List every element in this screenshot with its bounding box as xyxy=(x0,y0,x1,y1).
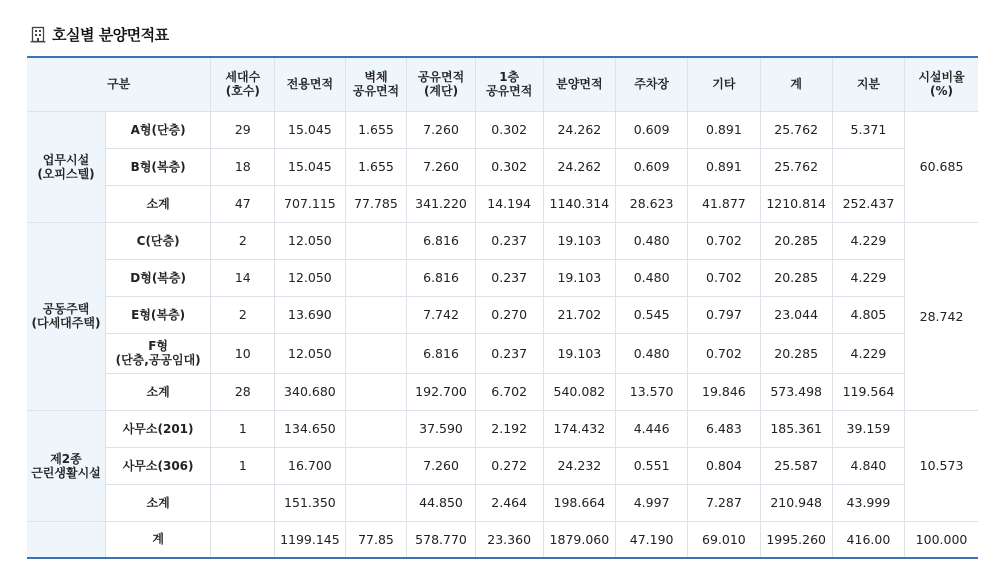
group-housing: 공동주택 (다세대주택) xyxy=(27,222,105,410)
cell: 16.700 xyxy=(275,447,345,484)
cell xyxy=(345,373,407,410)
cell: 4.840 xyxy=(832,447,904,484)
cell: 6.702 xyxy=(475,373,543,410)
cell: 0.891 xyxy=(688,111,760,148)
table-row xyxy=(27,259,978,296)
cell: 252.437 xyxy=(832,185,904,222)
col-header-share: 지분 xyxy=(832,57,904,111)
cell: 0.480 xyxy=(616,222,688,259)
table-row xyxy=(27,447,978,484)
cell: 28.623 xyxy=(616,185,688,222)
col-header-other: 기타 xyxy=(688,57,760,111)
row-label: 소계 xyxy=(105,185,210,222)
cell: 19.103 xyxy=(543,259,615,296)
cell: 151.350 xyxy=(275,484,345,521)
row-label: 사무소(306) xyxy=(105,447,210,484)
cell: 7.260 xyxy=(407,148,475,185)
col-header-stair-shared: 공유면적 (계단) xyxy=(407,57,475,111)
row-label: F형 (단층,공공임대) xyxy=(105,333,210,373)
cell xyxy=(345,447,407,484)
cell: 2.464 xyxy=(475,484,543,521)
table-row xyxy=(27,111,978,148)
cell: 14.194 xyxy=(475,185,543,222)
cell xyxy=(345,259,407,296)
row-label: B형(복층) xyxy=(105,148,210,185)
cell: 185.361 xyxy=(760,410,832,447)
cell: 0.797 xyxy=(688,296,760,333)
facility-ratio-total: 100.000 xyxy=(905,521,978,558)
cell-units: 1 xyxy=(211,447,275,484)
col-header-exclusive-area: 전용면적 xyxy=(275,57,345,111)
group-neighborhood: 제2종 근린생활시설 xyxy=(27,410,105,521)
cell: 13.690 xyxy=(275,296,345,333)
cell-units: 10 xyxy=(211,333,275,373)
cell: 24.262 xyxy=(543,111,615,148)
cell: 4.446 xyxy=(616,410,688,447)
cell: 0.480 xyxy=(616,259,688,296)
cell: 0.551 xyxy=(616,447,688,484)
cell: 0.702 xyxy=(688,259,760,296)
cell: 707.115 xyxy=(275,185,345,222)
cell: 4.229 xyxy=(832,222,904,259)
table-row xyxy=(27,296,978,333)
cell: 2.192 xyxy=(475,410,543,447)
cell: 6.816 xyxy=(407,259,475,296)
cell: 6.483 xyxy=(688,410,760,447)
cell: 15.045 xyxy=(275,148,345,185)
cell: 25.762 xyxy=(760,148,832,185)
col-header-ground-shared: 1층 공유면적 xyxy=(475,57,543,111)
cell xyxy=(345,484,407,521)
cell: 1.655 xyxy=(345,111,407,148)
total-row xyxy=(27,521,978,558)
cell-units: 28 xyxy=(211,373,275,410)
cell: 0.609 xyxy=(616,148,688,185)
col-header-parking: 주차장 xyxy=(616,57,688,111)
table-row xyxy=(27,222,978,259)
table-row xyxy=(27,410,978,447)
cell: 0.237 xyxy=(475,222,543,259)
facility-ratio-neighborhood: 10.573 xyxy=(905,410,978,521)
row-label: D형(복층) xyxy=(105,259,210,296)
cell: 416.00 xyxy=(832,521,904,558)
cell: 0.302 xyxy=(475,148,543,185)
cell: 5.371 xyxy=(832,111,904,148)
facility-ratio-office: 60.685 xyxy=(905,111,978,222)
cell: 0.804 xyxy=(688,447,760,484)
cell: 7.260 xyxy=(407,111,475,148)
cell: 4.805 xyxy=(832,296,904,333)
cell: 198.664 xyxy=(543,484,615,521)
cell: 24.232 xyxy=(543,447,615,484)
table-row xyxy=(27,185,978,222)
cell: 540.082 xyxy=(543,373,615,410)
row-label: E형(복층) xyxy=(105,296,210,333)
cell: 192.700 xyxy=(407,373,475,410)
cell: 15.045 xyxy=(275,111,345,148)
cell: 13.570 xyxy=(616,373,688,410)
area-table xyxy=(27,56,978,559)
facility-ratio-housing: 28.742 xyxy=(905,222,978,410)
row-label: 사무소(201) xyxy=(105,410,210,447)
cell: 340.680 xyxy=(275,373,345,410)
cell: 119.564 xyxy=(832,373,904,410)
cell: 6.816 xyxy=(407,333,475,373)
cell: 210.948 xyxy=(760,484,832,521)
cell: 7.742 xyxy=(407,296,475,333)
row-label: C(단층) xyxy=(105,222,210,259)
cell: 7.287 xyxy=(688,484,760,521)
cell: 1879.060 xyxy=(543,521,615,558)
cell: 47.190 xyxy=(616,521,688,558)
group-office: 업무시설 (오피스텔) xyxy=(27,111,105,222)
cell: 37.590 xyxy=(407,410,475,447)
row-label: 소계 xyxy=(105,484,210,521)
cell-units: 2 xyxy=(211,296,275,333)
table-row xyxy=(27,373,978,410)
col-header-units: 세대수 (호수) xyxy=(211,57,275,111)
cell: 43.999 xyxy=(832,484,904,521)
col-header-facility-ratio: 시설비율 (%) xyxy=(905,57,978,111)
cell: 4.997 xyxy=(616,484,688,521)
cell-units xyxy=(211,521,275,558)
cell-units: 1 xyxy=(211,410,275,447)
cell: 44.850 xyxy=(407,484,475,521)
col-header-category: 구분 xyxy=(27,57,211,111)
cell: 573.498 xyxy=(760,373,832,410)
cell: 0.237 xyxy=(475,333,543,373)
cell xyxy=(345,222,407,259)
row-label: A형(단층) xyxy=(105,111,210,148)
table-row xyxy=(27,484,978,521)
cell: 578.770 xyxy=(407,521,475,558)
cell: 0.609 xyxy=(616,111,688,148)
cell: 1199.145 xyxy=(275,521,345,558)
cell: 6.816 xyxy=(407,222,475,259)
cell: 20.285 xyxy=(760,333,832,373)
table-row xyxy=(27,333,978,373)
cell: 19.846 xyxy=(688,373,760,410)
col-header-wall-shared: 벽체 공유면적 xyxy=(345,57,407,111)
cell: 4.229 xyxy=(832,333,904,373)
cell: 1140.314 xyxy=(543,185,615,222)
cell: 41.877 xyxy=(688,185,760,222)
cell-units: 14 xyxy=(211,259,275,296)
cell-units: 29 xyxy=(211,111,275,148)
cell-units xyxy=(211,484,275,521)
cell: 1.655 xyxy=(345,148,407,185)
cell: 25.762 xyxy=(760,111,832,148)
cell: 39.159 xyxy=(832,410,904,447)
cell: 19.103 xyxy=(543,333,615,373)
cell-units: 18 xyxy=(211,148,275,185)
cell: 1210.814 xyxy=(760,185,832,222)
cell: 0.702 xyxy=(688,333,760,373)
header-row xyxy=(27,57,978,111)
cell: 0.270 xyxy=(475,296,543,333)
col-header-total: 계 xyxy=(760,57,832,111)
cell: 25.587 xyxy=(760,447,832,484)
building-icon xyxy=(30,25,46,43)
cell: 341.220 xyxy=(407,185,475,222)
cell: 19.103 xyxy=(543,222,615,259)
cell: 1995.260 xyxy=(760,521,832,558)
cell: 7.260 xyxy=(407,447,475,484)
cell: 174.432 xyxy=(543,410,615,447)
table-heading xyxy=(30,22,169,46)
cell: 23.044 xyxy=(760,296,832,333)
cell xyxy=(832,148,904,185)
cell-units: 2 xyxy=(211,222,275,259)
row-label: 소계 xyxy=(105,373,210,410)
cell: 0.237 xyxy=(475,259,543,296)
cell xyxy=(345,333,407,373)
cell: 24.262 xyxy=(543,148,615,185)
cell: 23.360 xyxy=(475,521,543,558)
cell: 0.302 xyxy=(475,111,543,148)
cell: 12.050 xyxy=(275,222,345,259)
page-title: 호실별 분양면적표 xyxy=(52,25,169,44)
cell: 0.702 xyxy=(688,222,760,259)
cell: 77.85 xyxy=(345,521,407,558)
cell: 21.702 xyxy=(543,296,615,333)
cell: 134.650 xyxy=(275,410,345,447)
cell: 77.785 xyxy=(345,185,407,222)
cell: 20.285 xyxy=(760,222,832,259)
cell: 0.272 xyxy=(475,447,543,484)
cell: 4.229 xyxy=(832,259,904,296)
col-header-sale-area: 분양면적 xyxy=(543,57,615,111)
cell: 20.285 xyxy=(760,259,832,296)
cell: 69.010 xyxy=(688,521,760,558)
cell: 12.050 xyxy=(275,259,345,296)
cell: 0.480 xyxy=(616,333,688,373)
table-row xyxy=(27,148,978,185)
row-label: 계 xyxy=(105,521,210,558)
cell: 0.545 xyxy=(616,296,688,333)
cell xyxy=(345,296,407,333)
cell xyxy=(345,410,407,447)
cell: 12.050 xyxy=(275,333,345,373)
cell-units: 47 xyxy=(211,185,275,222)
total-group-cell xyxy=(27,521,105,558)
cell: 0.891 xyxy=(688,148,760,185)
